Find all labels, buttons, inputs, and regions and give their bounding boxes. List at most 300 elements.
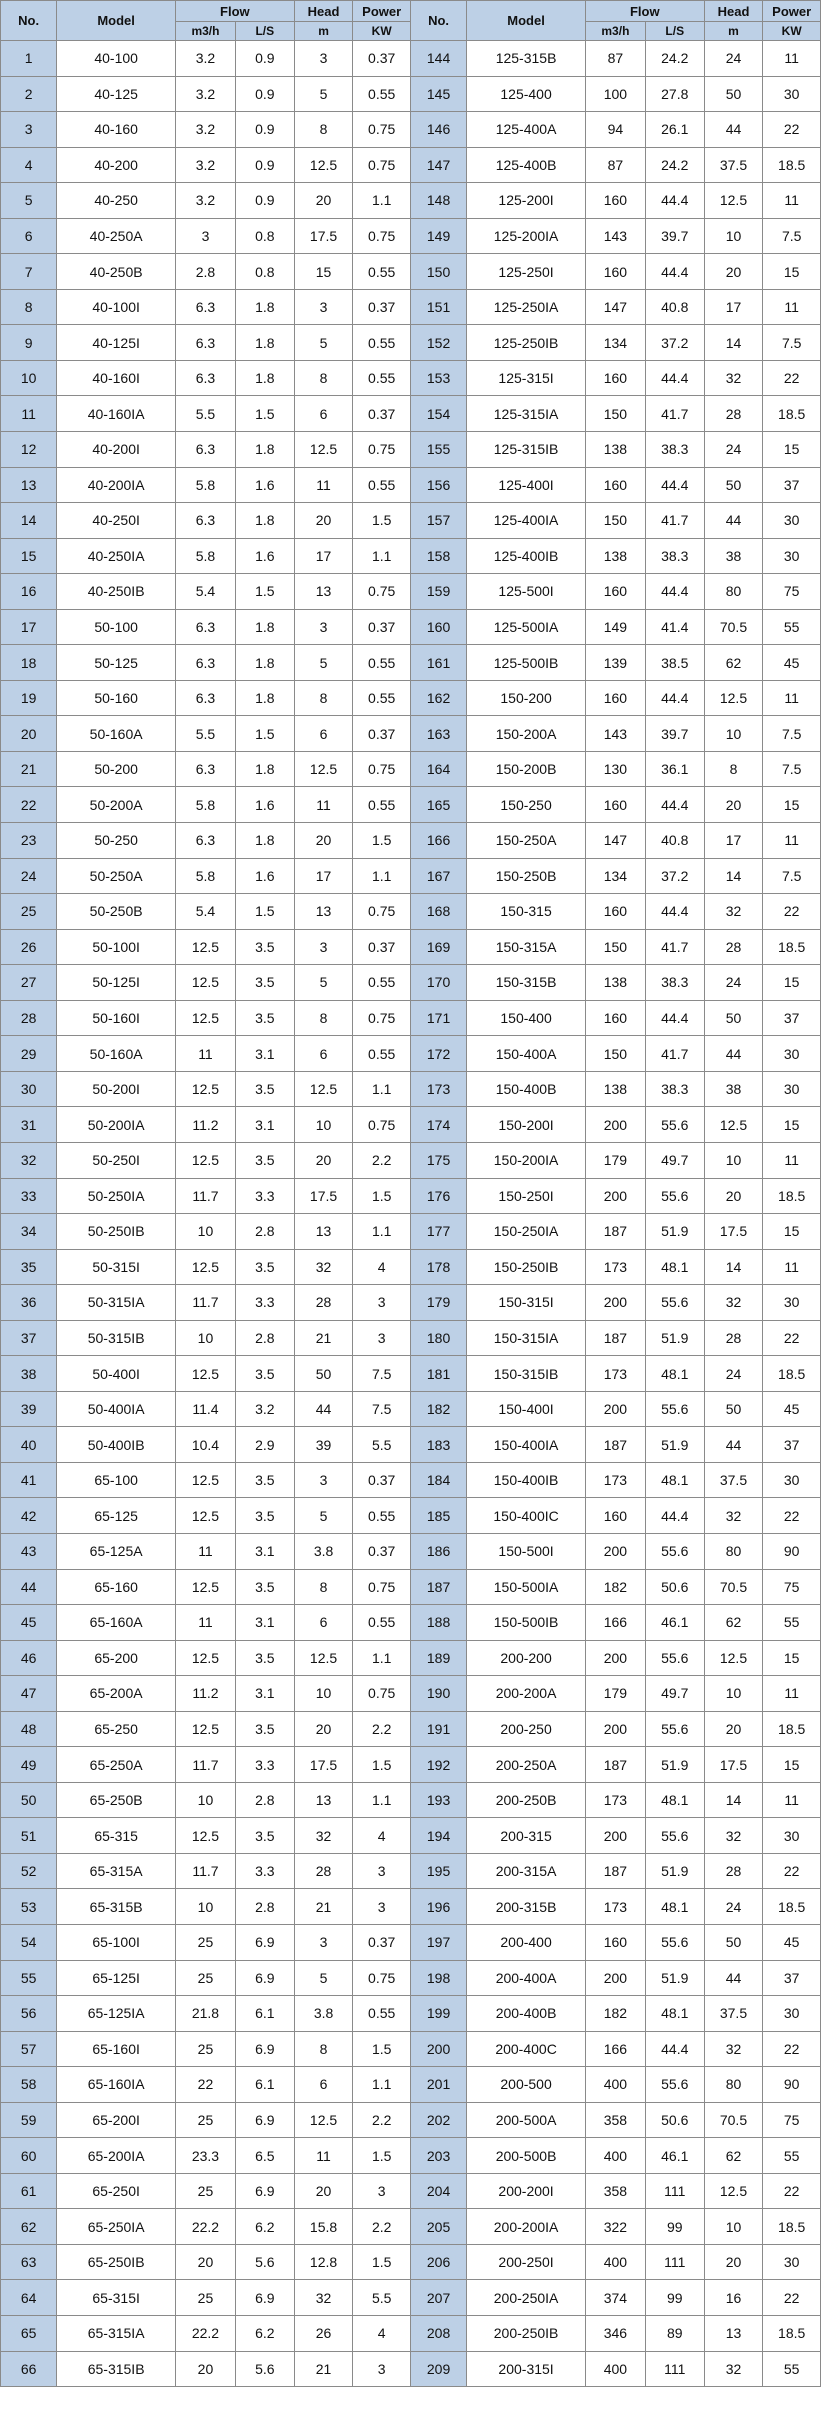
power-cell: 0.55 [353, 325, 411, 361]
model-cell: 50-160I [57, 1000, 176, 1036]
power-cell: 37 [763, 1427, 821, 1463]
row-number: 191 [410, 1711, 466, 1747]
flow-ls-cell: 48.1 [645, 1462, 704, 1498]
head-cell: 6 [294, 1036, 353, 1072]
model-cell: 150-250 [467, 787, 586, 823]
power-cell: 0.55 [353, 1036, 411, 1072]
col-header-model: Model [57, 1, 176, 41]
flow-m3h-cell: 173 [585, 1782, 645, 1818]
model-cell: 65-315A [57, 1853, 176, 1889]
table-row [1, 1853, 821, 1889]
head-cell: 14 [704, 325, 763, 361]
power-cell: 15 [763, 254, 821, 290]
row-number: 193 [410, 1782, 466, 1818]
row-number: 186 [410, 1533, 466, 1569]
model-cell: 40-100 [57, 41, 176, 77]
row-number: 148 [410, 183, 466, 219]
flow-m3h-cell: 160 [585, 360, 645, 396]
row-number: 56 [1, 1996, 57, 2032]
flow-m3h-cell: 20 [175, 2351, 235, 2387]
flow-ls-cell: 48.1 [645, 1356, 704, 1392]
head-cell: 20 [294, 183, 353, 219]
power-cell: 1.1 [353, 858, 411, 894]
power-cell: 37 [763, 1000, 821, 1036]
model-cell: 65-125 [57, 1498, 176, 1534]
flow-ls-cell: 41.7 [645, 929, 704, 965]
flow-ls-cell: 1.8 [235, 680, 294, 716]
flow-m3h-cell: 25 [175, 2173, 235, 2209]
flow-m3h-cell: 3.2 [175, 147, 235, 183]
model-cell: 40-250I [57, 503, 176, 539]
flow-m3h-cell: 22.2 [175, 2316, 235, 2352]
flow-m3h-cell: 200 [585, 1391, 645, 1427]
flow-m3h-cell: 5.8 [175, 538, 235, 574]
model-cell: 125-315B [467, 41, 586, 77]
flow-m3h-cell: 22.2 [175, 2209, 235, 2245]
row-number: 158 [410, 538, 466, 574]
flow-ls-cell: 2.8 [235, 1889, 294, 1925]
power-cell: 18.5 [763, 396, 821, 432]
power-cell: 1.1 [353, 1782, 411, 1818]
table-row [1, 1960, 821, 1996]
power-cell: 18.5 [763, 1889, 821, 1925]
flow-m3h-cell: 160 [585, 1000, 645, 1036]
head-cell: 28 [704, 1320, 763, 1356]
model-cell: 200-500B [467, 2138, 586, 2174]
model-cell: 200-250IA [467, 2280, 586, 2316]
head-cell: 32 [294, 1249, 353, 1285]
flow-m3h-cell: 3 [175, 218, 235, 254]
head-cell: 37.5 [704, 1996, 763, 2032]
head-cell: 21 [294, 1889, 353, 1925]
head-cell: 20 [704, 2244, 763, 2280]
flow-m3h-cell: 400 [585, 2351, 645, 2387]
flow-m3h-cell: 25 [175, 1924, 235, 1960]
flow-m3h-cell: 400 [585, 2244, 645, 2280]
model-cell: 40-200I [57, 432, 176, 468]
power-cell: 37 [763, 467, 821, 503]
model-cell: 150-250A [467, 823, 586, 859]
table-row [1, 254, 821, 290]
flow-ls-cell: 51.9 [645, 1427, 704, 1463]
head-cell: 50 [704, 1000, 763, 1036]
model-cell: 200-315B [467, 1889, 586, 1925]
head-cell: 17.5 [294, 1178, 353, 1214]
head-cell: 32 [704, 1285, 763, 1321]
model-cell: 50-125 [57, 645, 176, 681]
model-cell: 150-250IB [467, 1249, 586, 1285]
model-cell: 65-315I [57, 2280, 176, 2316]
power-cell: 1.5 [353, 2138, 411, 2174]
head-cell: 20 [294, 2173, 353, 2209]
flow-ls-cell: 3.1 [235, 1605, 294, 1641]
head-cell: 13 [294, 894, 353, 930]
flow-m3h-cell: 12.5 [175, 1462, 235, 1498]
flow-ls-cell: 55.6 [645, 1285, 704, 1321]
power-cell: 18.5 [763, 147, 821, 183]
model-cell: 150-250I [467, 1178, 586, 1214]
head-cell: 44 [704, 1427, 763, 1463]
model-cell: 125-200I [467, 183, 586, 219]
table-row [1, 2067, 821, 2103]
head-cell: 12.5 [294, 2102, 353, 2138]
flow-m3h-cell: 160 [585, 894, 645, 930]
power-cell: 4 [353, 1818, 411, 1854]
flow-m3h-cell: 150 [585, 929, 645, 965]
power-cell: 11 [763, 1782, 821, 1818]
model-cell: 200-400 [467, 1924, 586, 1960]
head-cell: 11 [294, 787, 353, 823]
flow-ls-cell: 41.7 [645, 1036, 704, 1072]
head-cell: 50 [704, 1391, 763, 1427]
flow-ls-cell: 3.5 [235, 1569, 294, 1605]
flow-ls-cell: 44.4 [645, 1000, 704, 1036]
flow-ls-cell: 55.6 [645, 1924, 704, 1960]
flow-m3h-cell: 200 [585, 1960, 645, 1996]
head-cell: 32 [294, 2280, 353, 2316]
row-number: 58 [1, 2067, 57, 2103]
power-cell: 30 [763, 1036, 821, 1072]
model-cell: 40-250B [57, 254, 176, 290]
power-cell: 15 [763, 787, 821, 823]
model-cell: 65-125IA [57, 1996, 176, 2032]
row-number: 34 [1, 1214, 57, 1250]
table-row [1, 823, 821, 859]
head-cell: 39 [294, 1427, 353, 1463]
flow-ls-cell: 44.4 [645, 467, 704, 503]
row-number: 3 [1, 112, 57, 148]
flow-ls-cell: 1.8 [235, 289, 294, 325]
row-number: 183 [410, 1427, 466, 1463]
col-header-flow: Flow [175, 1, 294, 22]
row-number: 145 [410, 76, 466, 112]
flow-ls-cell: 55.6 [645, 1711, 704, 1747]
table-row [1, 1142, 821, 1178]
flow-ls-cell: 3.5 [235, 965, 294, 1001]
flow-ls-cell: 39.7 [645, 218, 704, 254]
flow-ls-cell: 6.9 [235, 2031, 294, 2067]
row-number: 152 [410, 325, 466, 361]
power-cell: 7.5 [763, 325, 821, 361]
row-number: 46 [1, 1640, 57, 1676]
table-row [1, 289, 821, 325]
head-cell: 13 [294, 574, 353, 610]
table-row [1, 645, 821, 681]
flow-ls-cell: 99 [645, 2280, 704, 2316]
flow-ls-cell: 46.1 [645, 1605, 704, 1641]
flow-m3h-cell: 5.5 [175, 716, 235, 752]
row-number: 209 [410, 2351, 466, 2387]
table-row [1, 858, 821, 894]
flow-ls-cell: 2.8 [235, 1214, 294, 1250]
row-number: 2 [1, 76, 57, 112]
flow-m3h-cell: 187 [585, 1427, 645, 1463]
row-number: 200 [410, 2031, 466, 2067]
flow-ls-cell: 44.4 [645, 360, 704, 396]
model-cell: 200-250A [467, 1747, 586, 1783]
row-number: 1 [1, 41, 57, 77]
head-cell: 70.5 [704, 2102, 763, 2138]
flow-m3h-cell: 25 [175, 2031, 235, 2067]
flow-ls-cell: 111 [645, 2351, 704, 2387]
model-cell: 150-315 [467, 894, 586, 930]
flow-ls-cell: 27.8 [645, 76, 704, 112]
power-cell: 0.75 [353, 1107, 411, 1143]
head-cell: 32 [704, 1818, 763, 1854]
power-cell: 18.5 [763, 929, 821, 965]
model-cell: 150-500I [467, 1533, 586, 1569]
model-cell: 65-250I [57, 2173, 176, 2209]
table-row [1, 1676, 821, 1712]
model-cell: 40-200 [57, 147, 176, 183]
power-cell: 45 [763, 1924, 821, 1960]
head-cell: 28 [704, 396, 763, 432]
flow-ls-cell: 1.5 [235, 716, 294, 752]
flow-ls-cell: 0.8 [235, 254, 294, 290]
head-cell: 8 [294, 112, 353, 148]
head-cell: 3 [294, 1462, 353, 1498]
power-cell: 7.5 [763, 858, 821, 894]
head-cell: 38 [704, 1071, 763, 1107]
flow-ls-cell: 51.9 [645, 1747, 704, 1783]
flow-m3h-cell: 5.8 [175, 467, 235, 503]
head-cell: 11 [294, 2138, 353, 2174]
flow-ls-cell: 55.6 [645, 1533, 704, 1569]
power-cell: 1.5 [353, 823, 411, 859]
row-number: 173 [410, 1071, 466, 1107]
head-cell: 3.8 [294, 1996, 353, 2032]
power-cell: 11 [763, 1142, 821, 1178]
flow-m3h-cell: 12.5 [175, 1640, 235, 1676]
flow-ls-cell: 26.1 [645, 112, 704, 148]
row-number: 150 [410, 254, 466, 290]
head-cell: 13 [294, 1214, 353, 1250]
power-cell: 0.75 [353, 574, 411, 610]
flow-m3h-cell: 200 [585, 1711, 645, 1747]
row-number: 18 [1, 645, 57, 681]
flow-ls-cell: 3.5 [235, 929, 294, 965]
table-row [1, 325, 821, 361]
model-cell: 150-315I [467, 1285, 586, 1321]
flow-m3h-cell: 6.3 [175, 325, 235, 361]
flow-m3h-cell: 25 [175, 1960, 235, 1996]
power-cell: 11 [763, 823, 821, 859]
flow-m3h-cell: 94 [585, 112, 645, 148]
table-row [1, 2351, 821, 2387]
row-number: 65 [1, 2316, 57, 2352]
model-cell: 150-200 [467, 680, 586, 716]
model-cell: 200-400C [467, 2031, 586, 2067]
power-cell: 0.55 [353, 1605, 411, 1641]
flow-ls-cell: 24.2 [645, 147, 704, 183]
col-header-flow: Flow [585, 1, 704, 22]
flow-m3h-cell: 6.3 [175, 360, 235, 396]
row-number: 165 [410, 787, 466, 823]
flow-ls-cell: 1.8 [235, 645, 294, 681]
flow-m3h-cell: 160 [585, 183, 645, 219]
model-cell: 200-400A [467, 1960, 586, 1996]
flow-ls-cell: 40.8 [645, 289, 704, 325]
head-cell: 8 [294, 2031, 353, 2067]
power-cell: 1.1 [353, 183, 411, 219]
table-row [1, 467, 821, 503]
head-cell: 32 [704, 2351, 763, 2387]
model-cell: 200-200A [467, 1676, 586, 1712]
row-number: 179 [410, 1285, 466, 1321]
model-cell: 40-200IA [57, 467, 176, 503]
model-cell: 50-400IB [57, 1427, 176, 1463]
model-cell: 200-200 [467, 1640, 586, 1676]
flow-m3h-cell: 134 [585, 858, 645, 894]
row-number: 14 [1, 503, 57, 539]
row-number: 167 [410, 858, 466, 894]
flow-m3h-cell: 160 [585, 680, 645, 716]
model-cell: 150-500IA [467, 1569, 586, 1605]
power-cell: 3 [353, 1853, 411, 1889]
flow-m3h-cell: 10 [175, 1889, 235, 1925]
flow-m3h-cell: 173 [585, 1356, 645, 1392]
flow-ls-cell: 55.6 [645, 1107, 704, 1143]
model-cell: 150-400IA [467, 1427, 586, 1463]
flow-ls-cell: 2.9 [235, 1427, 294, 1463]
row-number: 59 [1, 2102, 57, 2138]
flow-m3h-cell: 173 [585, 1889, 645, 1925]
table-row [1, 2280, 821, 2316]
flow-m3h-cell: 187 [585, 1214, 645, 1250]
flow-ls-cell: 36.1 [645, 751, 704, 787]
head-cell: 10 [704, 218, 763, 254]
flow-ls-cell: 40.8 [645, 823, 704, 859]
power-cell: 7.5 [763, 751, 821, 787]
table-row [1, 1320, 821, 1356]
head-cell: 14 [704, 1782, 763, 1818]
row-number: 164 [410, 751, 466, 787]
head-cell: 62 [704, 1605, 763, 1641]
row-number: 49 [1, 1747, 57, 1783]
flow-m3h-cell: 87 [585, 41, 645, 77]
row-number: 38 [1, 1356, 57, 1392]
head-cell: 10 [294, 1676, 353, 1712]
flow-ls-cell: 44.4 [645, 2031, 704, 2067]
model-cell: 200-250B [467, 1782, 586, 1818]
head-cell: 62 [704, 2138, 763, 2174]
model-cell: 150-400B [467, 1071, 586, 1107]
row-number: 178 [410, 1249, 466, 1285]
power-cell: 1.1 [353, 2067, 411, 2103]
table-row [1, 1285, 821, 1321]
power-cell: 0.37 [353, 41, 411, 77]
model-cell: 65-315B [57, 1889, 176, 1925]
head-cell: 28 [704, 1853, 763, 1889]
power-cell: 0.55 [353, 254, 411, 290]
model-cell: 200-200IA [467, 2209, 586, 2245]
power-cell: 15 [763, 965, 821, 1001]
flow-m3h-cell: 20 [175, 2244, 235, 2280]
head-cell: 20 [294, 503, 353, 539]
flow-m3h-cell: 160 [585, 787, 645, 823]
flow-ls-cell: 51.9 [645, 1214, 704, 1250]
power-cell: 22 [763, 2031, 821, 2067]
row-number: 176 [410, 1178, 466, 1214]
table-row [1, 751, 821, 787]
power-cell: 0.37 [353, 1924, 411, 1960]
power-cell: 0.55 [353, 1498, 411, 1534]
model-cell: 125-315IA [467, 396, 586, 432]
power-cell: 5.5 [353, 2280, 411, 2316]
row-number: 184 [410, 1462, 466, 1498]
head-cell: 17 [704, 823, 763, 859]
flow-m3h-cell: 3.2 [175, 112, 235, 148]
model-cell: 200-200I [467, 2173, 586, 2209]
power-cell: 90 [763, 2067, 821, 2103]
power-cell: 30 [763, 538, 821, 574]
model-cell: 40-160 [57, 112, 176, 148]
head-cell: 32 [294, 1818, 353, 1854]
flow-m3h-cell: 5.4 [175, 894, 235, 930]
flow-m3h-cell: 11.7 [175, 1747, 235, 1783]
row-number: 5 [1, 183, 57, 219]
flow-m3h-cell: 187 [585, 1320, 645, 1356]
flow-m3h-cell: 3.2 [175, 76, 235, 112]
flow-m3h-cell: 160 [585, 1498, 645, 1534]
row-number: 40 [1, 1427, 57, 1463]
row-number: 149 [410, 218, 466, 254]
flow-ls-cell: 50.6 [645, 1569, 704, 1605]
table-row [1, 1427, 821, 1463]
row-number: 172 [410, 1036, 466, 1072]
table-row [1, 1071, 821, 1107]
head-cell: 70.5 [704, 609, 763, 645]
flow-ls-cell: 39.7 [645, 716, 704, 752]
power-cell: 7.5 [353, 1391, 411, 1427]
head-cell: 12.5 [294, 147, 353, 183]
model-cell: 50-125I [57, 965, 176, 1001]
row-number: 156 [410, 467, 466, 503]
table-row [1, 2209, 821, 2245]
power-cell: 15 [763, 1107, 821, 1143]
table-row [1, 112, 821, 148]
head-cell: 12.5 [704, 1107, 763, 1143]
flow-ls-cell: 0.9 [235, 147, 294, 183]
flow-m3h-cell: 10 [175, 1782, 235, 1818]
flow-m3h-cell: 200 [585, 1107, 645, 1143]
power-cell: 30 [763, 2244, 821, 2280]
model-cell: 150-400IC [467, 1498, 586, 1534]
flow-m3h-cell: 25 [175, 2280, 235, 2316]
row-number: 8 [1, 289, 57, 325]
flow-m3h-cell: 6.3 [175, 503, 235, 539]
head-cell: 12.8 [294, 2244, 353, 2280]
model-cell: 65-125I [57, 1960, 176, 1996]
power-cell: 22 [763, 1853, 821, 1889]
row-number: 166 [410, 823, 466, 859]
power-cell: 11 [763, 289, 821, 325]
row-number: 31 [1, 1107, 57, 1143]
flow-m3h-cell: 160 [585, 1924, 645, 1960]
table-row [1, 2316, 821, 2352]
table-row [1, 609, 821, 645]
row-number: 28 [1, 1000, 57, 1036]
row-number: 168 [410, 894, 466, 930]
power-cell: 0.55 [353, 645, 411, 681]
model-cell: 65-160I [57, 2031, 176, 2067]
head-cell: 8 [294, 680, 353, 716]
model-cell: 40-160IA [57, 396, 176, 432]
row-number: 35 [1, 1249, 57, 1285]
flow-ls-cell: 38.3 [645, 432, 704, 468]
flow-m3h-cell: 6.3 [175, 432, 235, 468]
head-cell: 13 [704, 2316, 763, 2352]
